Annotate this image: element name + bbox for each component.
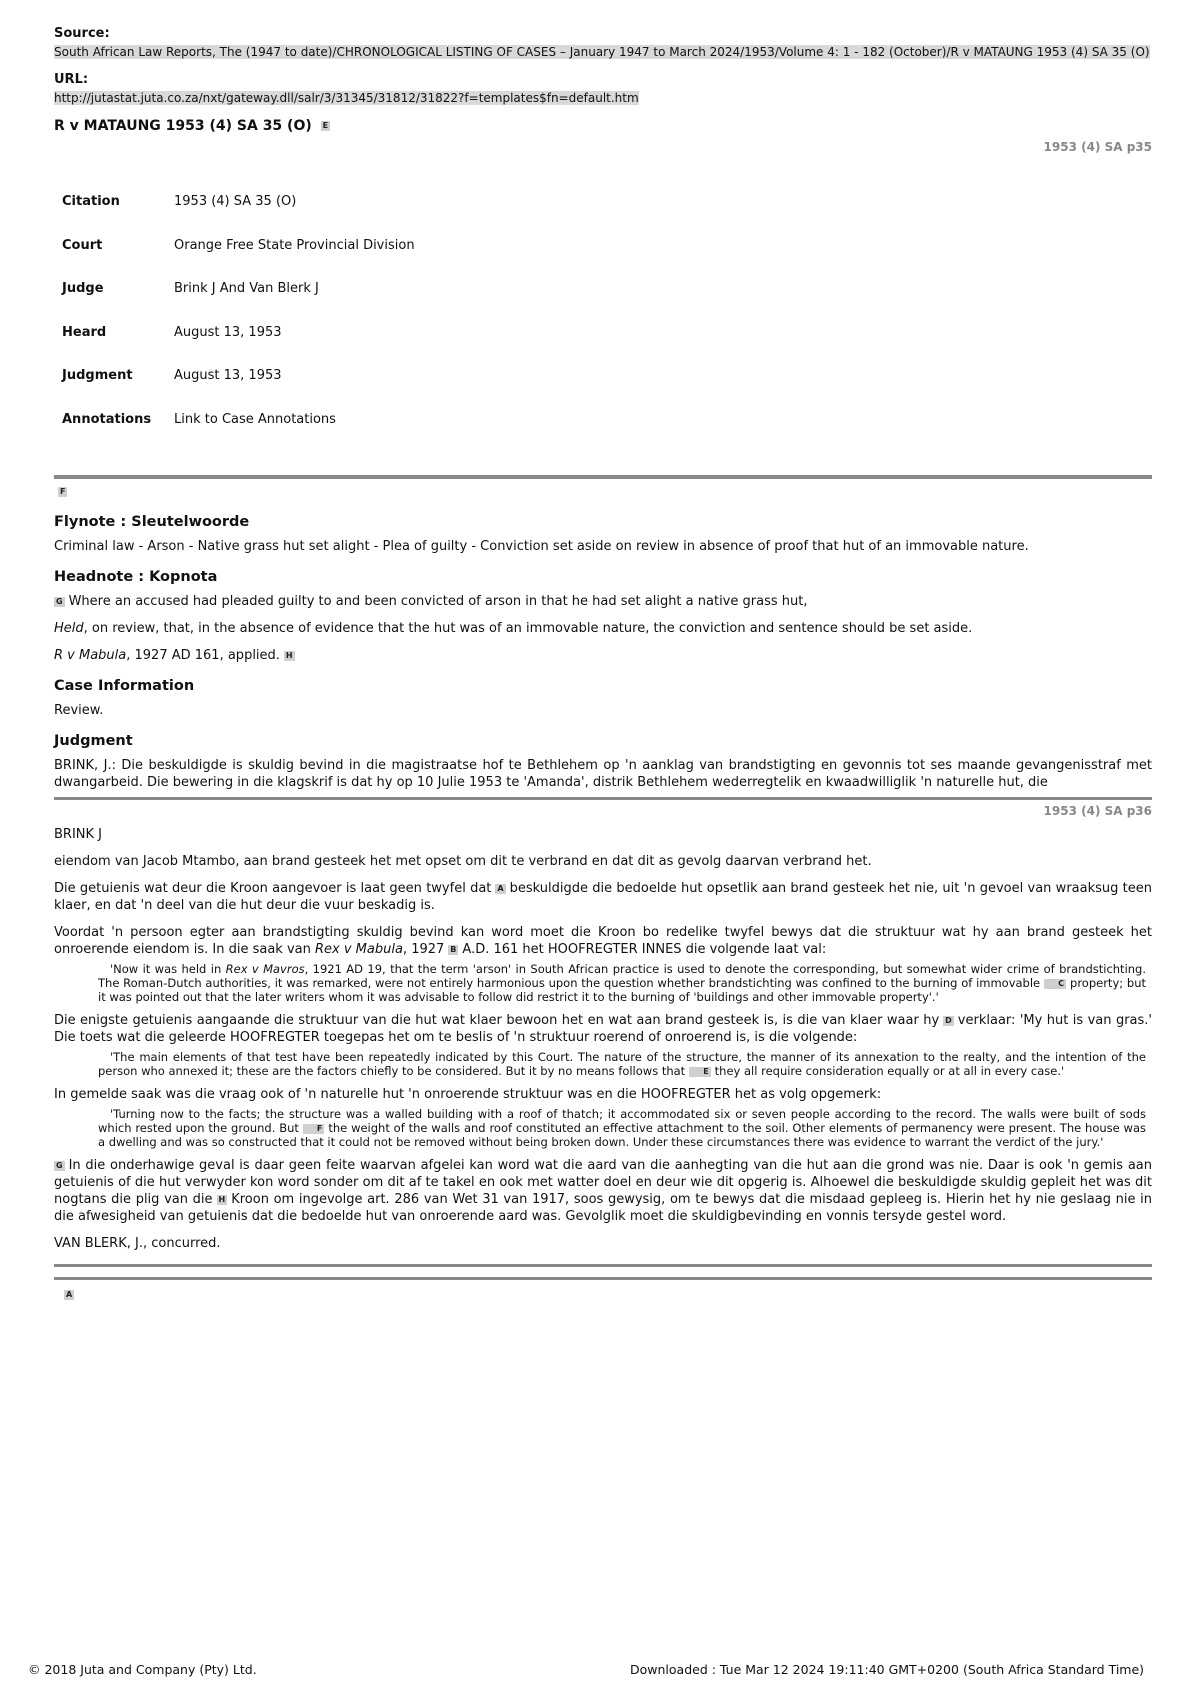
source-label: Source: bbox=[54, 26, 110, 41]
margin-marker-b: B bbox=[450, 944, 457, 954]
headnote-text: , on review, that, in the absence of evidence that the hut was of an immovable nature, the conviction and sentence should be set aside. bbox=[83, 621, 973, 636]
document-page bbox=[54, 26, 1152, 1303]
margin-marker-e: E bbox=[322, 121, 329, 130]
headnote-text: , 1927 AD 161, applied. bbox=[126, 648, 280, 663]
quote-text: 'Now it was held in bbox=[110, 962, 222, 976]
case-info-heading: Case Information bbox=[54, 678, 195, 694]
quote-text: the weight of the walls and roof constituted an effective attachment to the soil. Other elements of permanency were present. The house was a dwelling and was so constructed that it could not be removed without being broken down. Under these circumstances there was evidence to warrant the verdict of the jury.' bbox=[98, 1121, 1146, 1149]
meta-key: Court bbox=[62, 237, 103, 253]
judgment-para-1: BRINK, J.: Die beskuldigde is skuldig bevind in die magistraatse hof te Bethlehem op 'n aanklag van brandstigting en gevonnis tot ses maande gevangenisstraf met dwangarbeid. Die bewering in die klagskrif is dat hy op 10 Julie 1953 te 'Amanda', distrik Bethlehem wederregtelik en kwaadwilliglik 'n naturelle hut, die bbox=[54, 758, 1152, 790]
concurrence: VAN BLERK, J., concurred. bbox=[54, 1236, 221, 1251]
case-info-text: Review. bbox=[54, 703, 104, 718]
url-label: URL: bbox=[54, 72, 89, 87]
margin-marker-f: F bbox=[60, 486, 66, 496]
para-text: Voordat 'n persoon egter aan brandstigting skuldig bevind kan word moet die Kroon bo redelike twyfel bewys dat die struktuur wat hy aan brand gesteek het onroerende eiendom is. In die saak van bbox=[54, 925, 1152, 957]
quote-text: they all require consideration equally or at all in every case.' bbox=[714, 1064, 1065, 1078]
end-divider-2 bbox=[54, 1277, 1152, 1280]
margin-marker-d: D bbox=[945, 1015, 952, 1025]
para-text: , 1927 bbox=[402, 942, 445, 957]
url-block bbox=[54, 72, 1152, 106]
page-divider bbox=[54, 797, 1152, 800]
flynote-text: Criminal law - Arson - Native grass hut set alight - Plea of guilty - Conviction set aside on review in absence of proof that hut of an immovable nature. bbox=[54, 539, 1029, 554]
case-title bbox=[54, 118, 1152, 134]
footer-copyright: © 2018 Juta and Company (Pty) Ltd. bbox=[28, 1662, 257, 1677]
judgment-para-7 bbox=[54, 1157, 1152, 1225]
meta-key: Judgment bbox=[62, 368, 133, 384]
margin-marker-g: G bbox=[56, 1160, 63, 1170]
margin-marker-a: A bbox=[66, 1289, 73, 1299]
margin-marker-h: H bbox=[285, 650, 293, 660]
para-text: Die enigste getuienis aangaande die struktuur van die hut wat klaer bewoon het en wat aan brand gesteek is, is die van klaer waar hy bbox=[54, 1013, 940, 1028]
para-text: In die onderhawige geval is daar geen feite waarvan afgelei kan word wat die aard van die aanhegting van die hut aan die grond was nie. Daar is ook 'n gemis aan getuienis of die hut verwyder kon word sonder om dit af te takel en ook met watter doel en deur wie dit opgerig is. Alhoewel die beskuldigde skuldig gepleit het was dit nogtans die plig van die bbox=[54, 1158, 1152, 1207]
url-link[interactable]: http://jutastat.juta.co.za/nxt/gateway.dll/salr/3/31345/31812/31822?f=templates$fn=default.htm bbox=[54, 91, 639, 105]
judgment-para-6: In gemelde saak was die vraag ook of 'n naturelle hut 'n onroerende struktuur was en die HOOFREGTER het as volg opgemerk: bbox=[54, 1087, 882, 1102]
flynote-heading: Flynote : Sleutelwoorde bbox=[54, 514, 250, 530]
meta-row-heard bbox=[54, 311, 423, 355]
judgment-para-2: eiendom van Jacob Mtambo, aan brand gesteek het met opset om dit te verbrand en dat dit as gevolg daarvan verbrand het. bbox=[54, 854, 872, 869]
quote-1 bbox=[98, 962, 1146, 1004]
meta-key: Judge bbox=[62, 281, 104, 297]
meta-key: Annotations bbox=[62, 411, 152, 427]
para-text: A.D. 161 het HOOFREGTER INNES die volgende laat val: bbox=[462, 942, 827, 957]
judgment-para-3 bbox=[54, 880, 1152, 914]
case-citation-italic: Rex v Mabula bbox=[315, 942, 403, 957]
quote-text: 'The main elements of that test have been repeatedly indicated by this Court. The nature of the structure, the manner of its annexation to the realty, and the intention of the person who annexed it; these are the factors chiefly to be considered. But it by no means follows that bbox=[98, 1050, 1146, 1078]
meta-value: August 13, 1953 bbox=[174, 368, 282, 384]
margin-marker-f: F bbox=[303, 1124, 324, 1134]
meta-key: Citation bbox=[62, 194, 120, 210]
headnote-para-1 bbox=[54, 593, 1152, 610]
headnote-text: Where an accused had pleaded guilty to and been convicted of arson in that he had set alight a native grass hut, bbox=[68, 594, 808, 609]
para-text: verklaar: 'My hut is van gras.' Die toets wat die geleerde HOOFREGTER toegepas het om te beslis of 'n struktuur roerend of onroerend is, is die volgende: bbox=[54, 1013, 1152, 1045]
quote-text: property; but it was pointed out that the later writers whom it was advisable to follow did restrict it to the burning of 'buildings and other immovable property'.' bbox=[98, 976, 1147, 1004]
judgment-para-5 bbox=[54, 1012, 1152, 1046]
source-block bbox=[54, 26, 1152, 60]
section-divider bbox=[54, 475, 1152, 479]
meta-row-judge bbox=[54, 267, 423, 311]
margin-marker-a: A bbox=[497, 883, 504, 893]
annotations-link[interactable]: Link to Case Annotations bbox=[174, 411, 336, 427]
case-citation-italic: R v Mabula bbox=[54, 648, 127, 663]
meta-row-citation bbox=[54, 180, 423, 224]
quote-text: 'Turning now to the facts; the structure was a walled building with a roof of thatch; it accommodated six or seven people according to the record. The walls were built of sods which rested upon the ground. But bbox=[98, 1107, 1146, 1135]
margin-marker-c: C bbox=[1044, 979, 1066, 989]
meta-row-annotations bbox=[54, 398, 423, 442]
headnote-heading: Headnote : Kopnota bbox=[54, 569, 218, 585]
held-italic: Held bbox=[54, 621, 84, 636]
meta-key: Heard bbox=[62, 324, 107, 340]
para-text: Kroon om ingevolge art. 286 van Wet 31 van 1917, soos gewysig, om te bewys dat die misdaad gepleeg is. Hierin het hy nie geslaag nie in die afwesigheid van getuienis dat die bedoelde hut van onroerende aard was. Gevolglik moet die skuldigbevinding en vonnis tersyde gestel word. bbox=[54, 1192, 1152, 1224]
meta-value: Orange Free State Provincial Division bbox=[174, 237, 415, 253]
judgment-heading: Judgment bbox=[54, 733, 133, 749]
quote-text: , 1921 AD 19, that the term 'arson' in South African practice is used to denote the corresponding, but somewhat wider crime of brandstichting. The Roman-Dutch authorities, it was remarked, were not entirely harmonious upon the question whether brandstichting was confined to the burning of immovable bbox=[98, 962, 1147, 990]
para-text: beskuldigde die bedoelde hut opsetlik aan brand gesteek het nie, uit 'n gevoel van wraaksug teen klaer, en dat 'n deel van die hut deur die vuur beskadig is. bbox=[54, 881, 1152, 913]
headnote-para-3 bbox=[54, 647, 1152, 664]
source-path[interactable]: South African Law Reports, The (1947 to date)/CHRONOLOGICAL LISTING OF CASES – January 1947 to March 2024/1953/Volume 4: 1 - 182 (October)/R v MATAUNG 1953 (4) SA 35 (O) bbox=[54, 45, 1150, 59]
meta-value: Brink J And Van Blerk J bbox=[174, 281, 319, 297]
quote-3 bbox=[98, 1107, 1146, 1149]
case-citation-italic: Rex v Mavros bbox=[225, 962, 305, 976]
footer-downloaded: Downloaded : Tue Mar 12 2024 19:11:40 GMT+0200 (South Africa Standard Time) bbox=[630, 1662, 1145, 1677]
margin-marker-h: H bbox=[218, 1194, 226, 1204]
quote-2 bbox=[98, 1050, 1146, 1078]
marker-row-a bbox=[54, 1284, 1152, 1303]
meta-value: August 13, 1953 bbox=[174, 324, 282, 340]
end-divider-1 bbox=[54, 1264, 1152, 1267]
case-meta-table bbox=[54, 180, 423, 441]
margin-marker-g: G bbox=[56, 596, 63, 606]
page-reference-p35: 1953 (4) SA p35 bbox=[1043, 140, 1152, 154]
headnote-para-2 bbox=[54, 620, 1152, 637]
running-head: BRINK J bbox=[54, 827, 103, 842]
margin-marker-e: E bbox=[689, 1067, 710, 1077]
judgment-para-4 bbox=[54, 924, 1152, 958]
marker-row-f bbox=[54, 481, 1152, 500]
meta-row-judgment bbox=[54, 354, 423, 398]
meta-value: 1953 (4) SA 35 (O) bbox=[174, 194, 297, 210]
meta-row-court bbox=[54, 224, 423, 268]
case-title-text: R v MATAUNG 1953 (4) SA 35 (O) bbox=[54, 118, 312, 134]
para-text: Die getuienis wat deur die Kroon aangevoer is laat geen twyfel dat bbox=[54, 881, 492, 896]
page-reference-p36: 1953 (4) SA p36 bbox=[1043, 804, 1152, 818]
